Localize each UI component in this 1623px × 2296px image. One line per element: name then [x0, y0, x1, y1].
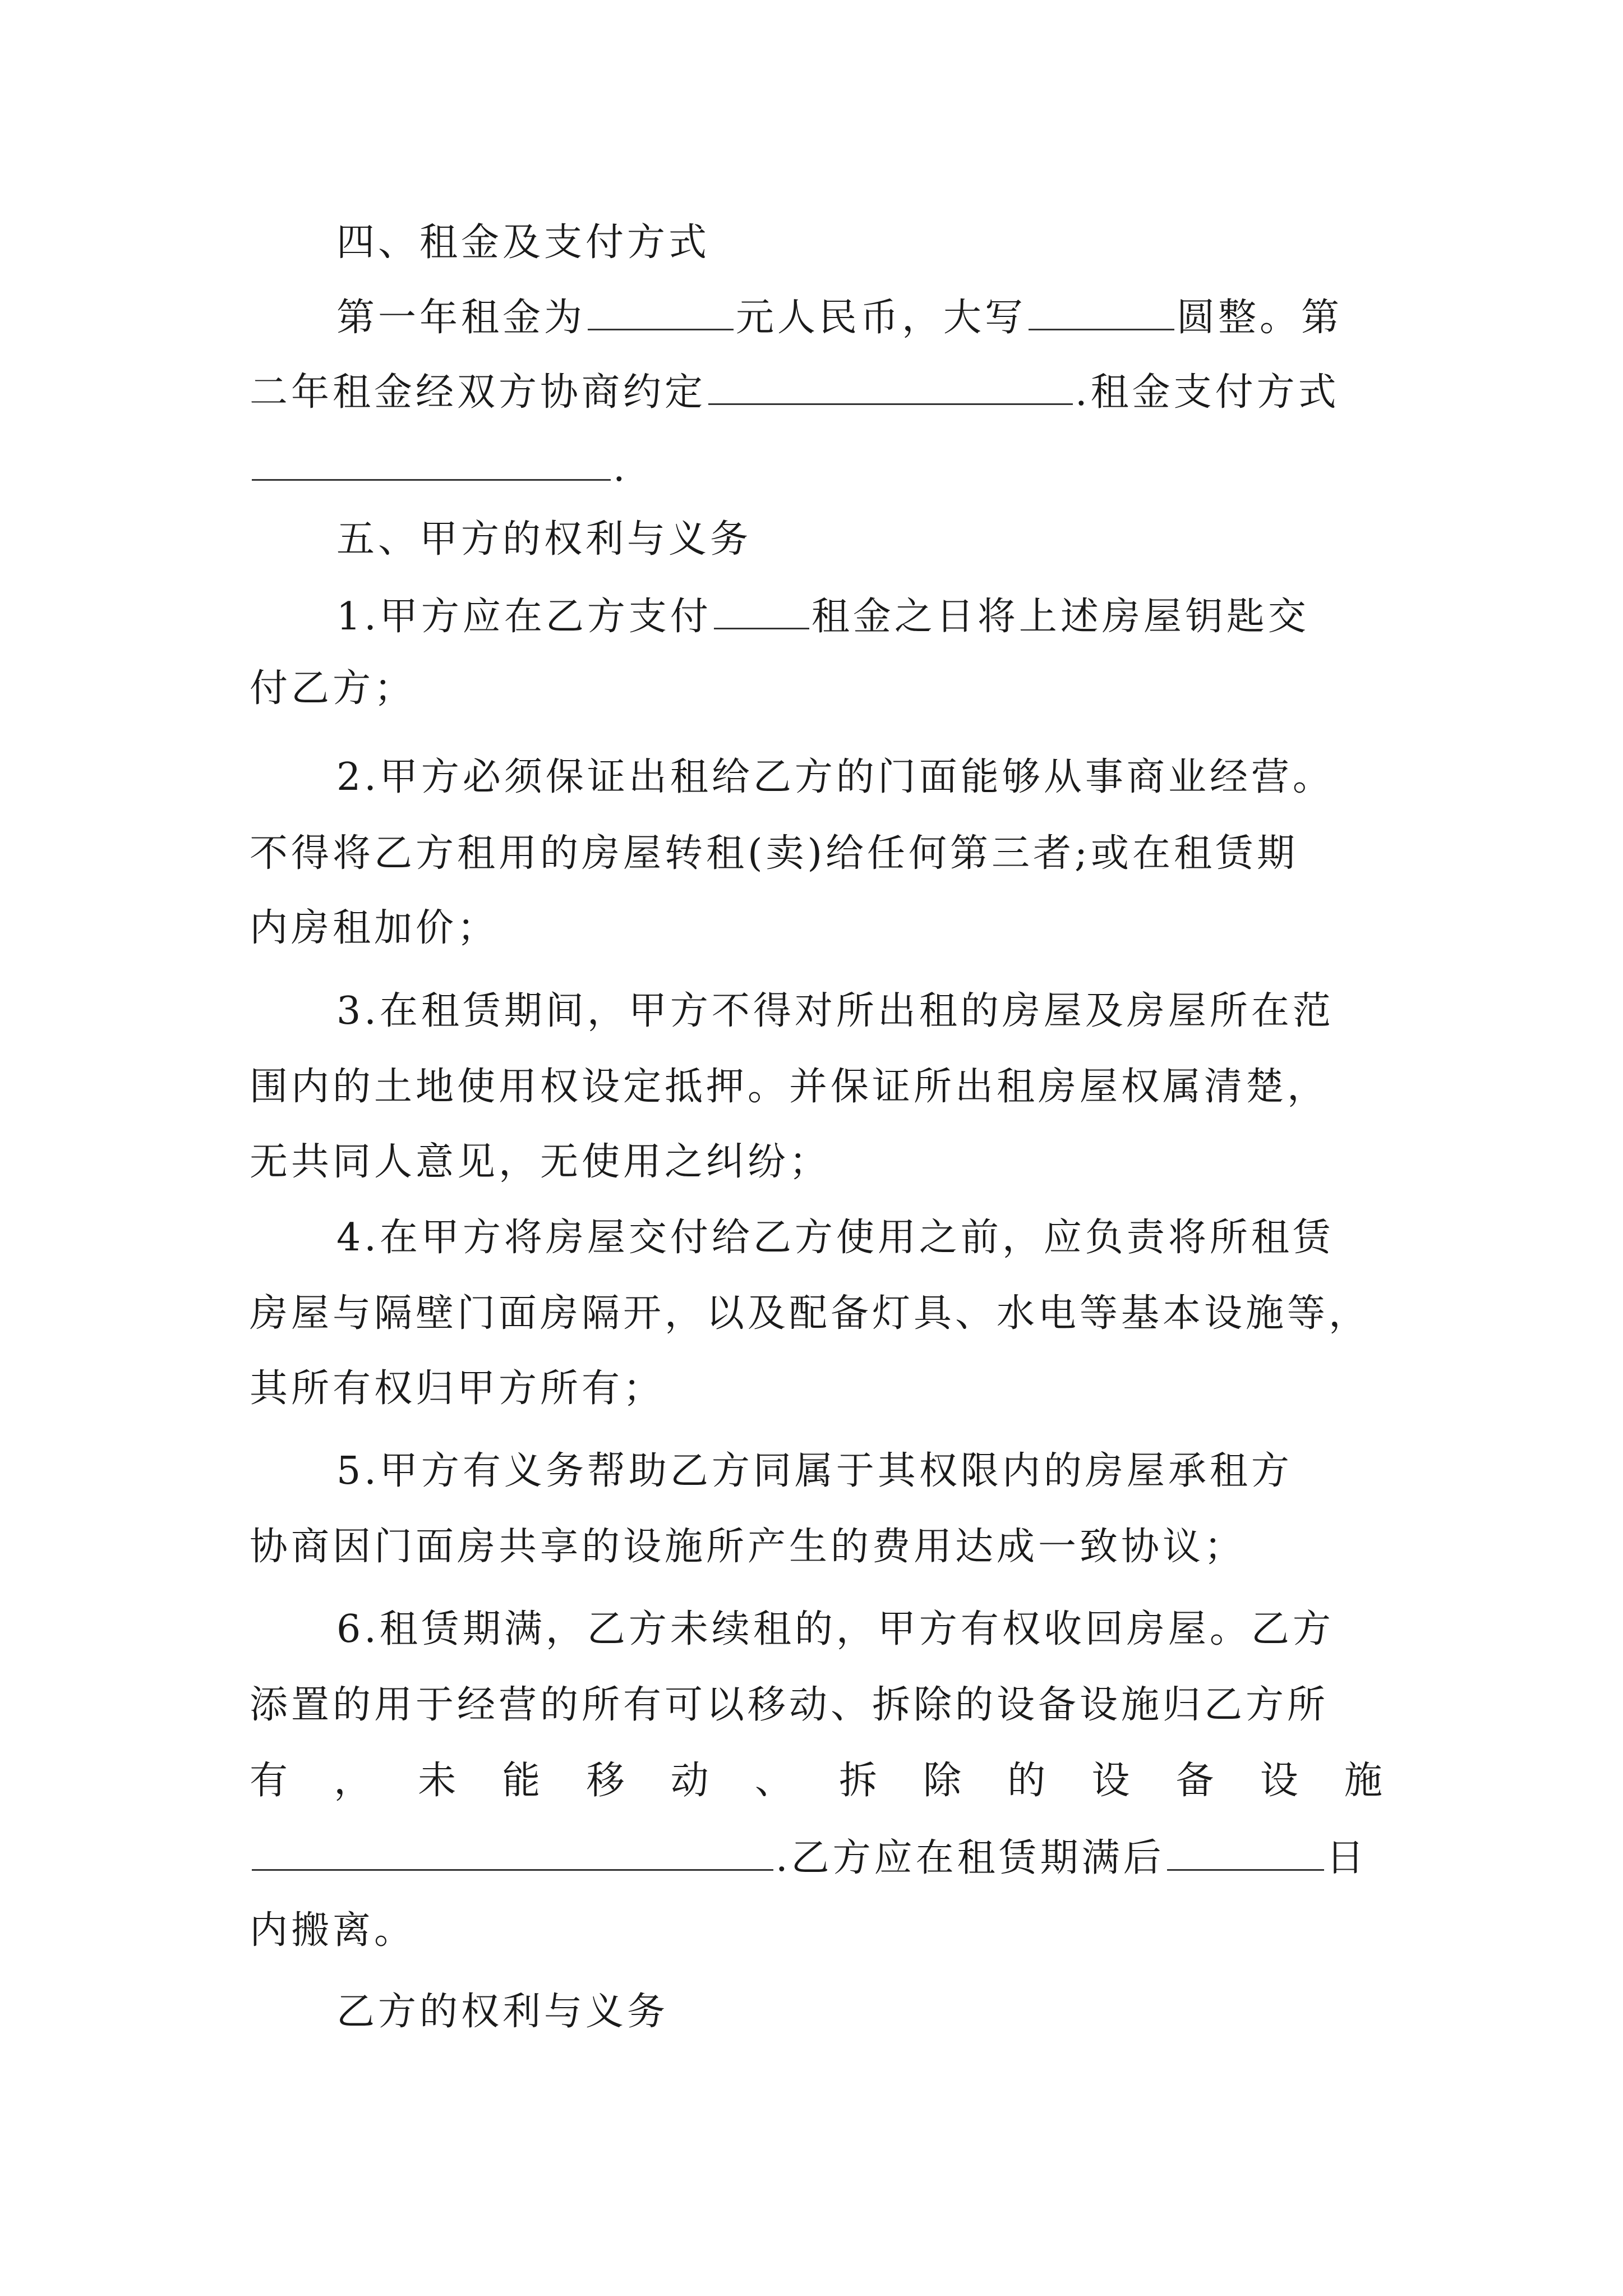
item-1-line-2: 付乙方； [250, 666, 416, 711]
item-6-line-5: 内搬离。 [250, 1908, 416, 1953]
section-6-heading: 乙方的权利与义务 [336, 1990, 669, 2034]
item-3-line-2: 围内的土地使用权设定抵押。并保证所出租房屋权属清楚， [250, 1065, 1329, 1109]
item-5-line-2: 协商因门面房共享的设施所产生的费用达成一致协议； [250, 1525, 1246, 1569]
item-6-line-3: 有 ， 未 能 移 动 、 拆 除 的 设 备 设 施 [250, 1759, 1382, 1803]
item-4-line-1: 4.在甲方将房屋交付给乙方使用之前，应负责将所租赁 [336, 1216, 1334, 1260]
section-4-heading: 四、租金及支付方式 [336, 220, 711, 265]
item-6-line-2: 添置的用于经营的所有可以移动、拆除的设备设施归乙方所 [250, 1683, 1329, 1727]
item-2-line-1: 2.甲方必须保证出租给乙方的门面能够从事商业经营。 [336, 755, 1334, 799]
item-6-line-1: 6.租赁期满，乙方未续租的，甲方有权收回房屋。乙方 [336, 1607, 1334, 1651]
rent-line-1: 第一年租金为 元人民币，大写 圆整。第 [336, 293, 1382, 338]
item-4-line-3: 其所有权归甲方所有； [250, 1366, 665, 1411]
second-year-rent-blank[interactable] [708, 367, 1073, 405]
item-6-line-4: .乙方应在租赁期满后 日 [250, 1833, 1382, 1878]
item-3-line-3: 无共同人意见，无使用之纠纷； [250, 1140, 831, 1184]
item-3-line-1: 3.在租赁期间，甲方不得对所出租的房屋及房屋所在范 [336, 989, 1334, 1033]
item-4-line-2: 房屋与隔壁门面房隔开，以及配备灯具、水电等基本设施等， [250, 1291, 1371, 1336]
rent-line-2: 二年租金经双方协商约定 .租金支付方式 [250, 367, 1382, 412]
item-2-line-3: 内房租加价； [250, 906, 499, 950]
item-5-line-1: 5.甲方有义务帮助乙方同属于其权限内的房屋承租方 [336, 1449, 1293, 1493]
item-2-line-2: 不得将乙方租用的房屋转租(卖)给任何第三者;或在租赁期 [250, 831, 1298, 876]
key-handover-blank[interactable] [714, 592, 809, 629]
rent-line-3: . [250, 443, 1382, 488]
rent-in-words-blank[interactable] [1029, 293, 1174, 330]
move-out-days-blank[interactable] [1167, 1833, 1324, 1871]
unmovable-equipment-blank[interactable] [252, 1833, 773, 1871]
first-year-rent-blank[interactable] [588, 293, 734, 330]
item-1-line-1: 1.甲方应在乙方支付 租金之日将上述房屋钥匙交 [336, 592, 1382, 637]
payment-method-blank[interactable] [252, 443, 611, 481]
section-5-heading: 五、甲方的权利与义务 [336, 517, 752, 562]
